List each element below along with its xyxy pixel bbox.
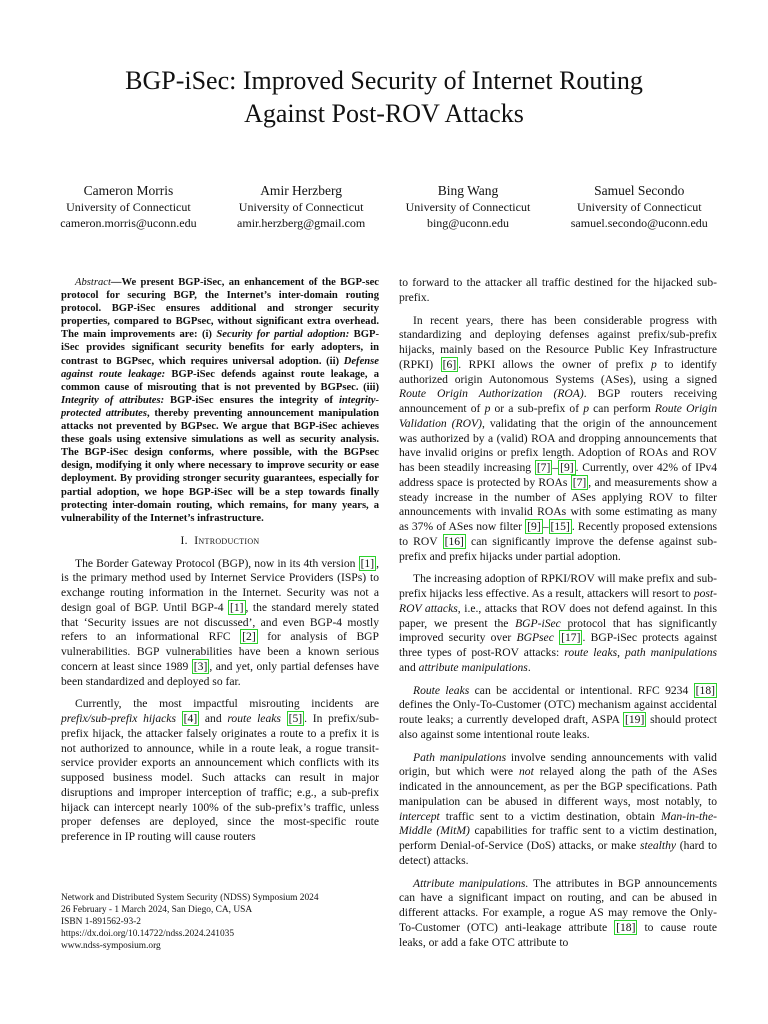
text: can be accidental or intentional. RFC 9234 — [469, 683, 694, 697]
text: to identify authorized origin Autonomous Systems (ASes), using a signed — [399, 357, 717, 386]
abstract-text: BGP-iSec defends against route leakage, a common cause of misrouting that is not prevented by BGPsec. (iii) — [61, 368, 380, 393]
citation-link[interactable]: [7] — [536, 461, 551, 474]
text: relayed along the path of the ASes indicated in the announcement, as per the BGP specifications. Path manipulation can be abused in different ways, most notably, to — [399, 765, 718, 808]
footer-note — [61, 892, 379, 952]
paragraph — [61, 697, 379, 845]
paper-title — [0, 64, 768, 130]
text: , and yet, only partial defenses have been standardized and deployed so far. — [61, 659, 379, 688]
author-block — [406, 182, 531, 231]
math-var: p — [484, 402, 491, 415]
abstract-text: BGP-iSec ensures the integrity of — [164, 394, 339, 406]
emphasis: Path manipulations — [413, 750, 507, 764]
paragraph — [399, 314, 717, 565]
abstract-label: Abstract — [75, 277, 111, 288]
citation-link[interactable]: [5] — [288, 712, 303, 726]
text: can perform — [589, 402, 655, 415]
citation-link[interactable]: [9] — [560, 461, 574, 474]
text: The increasing adoption of RPKI/ROV will make prefix and sub-prefix hijacks less effective. As a result, attackers will resort to — [399, 572, 717, 600]
citation-link[interactable]: [9] — [527, 520, 541, 533]
text: The attributes in BGP announcements can have a significant impact on routing, and can be abused in different attacks. For example, a rogue AS may remove the Only-To-Customer (OTC) anti-leakage attribute — [399, 876, 717, 934]
emphasis: attribute manipulations — [418, 660, 528, 674]
footer-line[interactable]: www.ndss-symposium.org — [61, 941, 161, 951]
text: , is the primary method used by Internet Service Providers (ISPs) to exchange routing information in the Internet. Security was not a design goal of BGP. Until BGP-4 — [61, 556, 379, 614]
emphasis: BGPsec — [516, 631, 554, 645]
emphasis: BGP-iSec — [515, 616, 561, 630]
abstract-emphasis: Defense against route leakage: — [61, 355, 379, 380]
text: or a sub-prefix of — [490, 402, 584, 415]
text: (hard to detect) attacks. — [399, 839, 717, 867]
author-name: Cameron Morris — [83, 183, 174, 198]
citation-link[interactable]: [1] — [229, 600, 244, 614]
text: . BGP-iSec protects against three types of post-ROV attacks: — [399, 631, 718, 659]
emphasis: Route Origin Validation (ROV) — [399, 402, 718, 430]
text: , the standard merely stated that ‘Security issues are not discussed’, and even BGP-4 mostly refers to an informational RFC — [61, 600, 379, 644]
section-title: Introduction — [194, 533, 260, 547]
paragraph — [399, 276, 717, 306]
author-email: samuel.secondo@uconn.edu — [570, 216, 708, 230]
author-block — [571, 182, 708, 231]
author-affiliation: University of Connecticut — [405, 200, 531, 214]
text: In recent years, there has been considerable progress with standardizing and deploying defenses against prefix/sub-prefix hijacks, mainly based on the Resource Public Key Infrastructure (RPKI) — [399, 313, 717, 371]
footer-line: 26 February - 1 March 2024, San Diego, CA, USA — [61, 905, 253, 915]
text: defines the Only-To-Customer (OTC) mechanism against accidental route leaks; a currently developed draft, ASPA — [399, 698, 717, 726]
emphasis: not — [519, 765, 534, 779]
text: capabilities for traffic sent to a victim destination, perform Denial-of-Service (DoS) attacks, or make — [399, 824, 717, 852]
title-line-1: BGP-iSec: Improved Security of Internet Routing — [125, 66, 643, 95]
text: and — [199, 712, 228, 726]
text: The Border Gateway Protocol (BGP), now in its 4th version — [75, 556, 359, 570]
author-name: Samuel Secondo — [594, 183, 685, 198]
abstract-emphasis: Integrity of attributes: — [61, 394, 165, 406]
footer-line: Network and Distributed System Security (NDSS) Symposium 2024 — [61, 893, 319, 903]
abstract-text: We present BGP-iSec, an enhancement of the BGP-sec protocol for securing BGP, the Internet’s inter-domain routing protocol. BGP-iSec ensures additional and stronger security properties, compared to BGPsec, without significant extra overhead. The main improvements are: (i) — [61, 277, 379, 341]
citation-link[interactable]: [3] — [193, 659, 208, 673]
author-block — [60, 182, 196, 231]
text: should protect also against some intentional route leaks. — [399, 713, 718, 741]
paragraph — [399, 877, 717, 951]
text: . Recently proposed extensions to ROV — [399, 520, 718, 548]
citation-link[interactable]: [16] — [444, 534, 464, 548]
author-affiliation: University of Connecticut — [238, 200, 364, 214]
footer-line[interactable]: https://dx.doi.org/10.14722/ndss.2024.241035 — [61, 929, 235, 939]
section-heading — [61, 534, 379, 549]
text: . RPKI allows the owner of prefix — [458, 357, 652, 371]
text: to forward to the attacker all traffic destined for the hijacked sub-prefix. — [399, 276, 717, 304]
paragraph — [61, 557, 379, 690]
emphasis: Man-in-the-Middle (MitM) — [399, 809, 717, 838]
emphasis: Route leaks — [413, 683, 470, 697]
emphasis: intercept — [399, 809, 440, 823]
citation-link[interactable]: [18] — [695, 683, 715, 697]
abstract-text: , thereby preventing announcement manipulation attacks not prevented by BGPsec. We argue that BGP-iSec achieves these goals using extensive simulations as well as security analysis. The BGP-iSec design conforms, where possible, with the BGPsec design, modifying it only where necessary to improve security or ease deployment. By providing stronger security guarantees, especially for partial adoption, we hope BGP-iSec will be a step towards finally protecting inter-domain routing, which remains, for many years, a vulnerability of the Internet’s infrastructure. — [61, 407, 379, 524]
text: involve sending announcements with valid origin, but which were — [399, 750, 717, 779]
author-name: Amir Herzberg — [260, 183, 343, 198]
math-var: p — [651, 357, 657, 371]
title-line-2: Against Post-ROV Attacks — [244, 99, 524, 128]
author-email: bing@uconn.edu — [426, 216, 509, 230]
emphasis: route leaks — [564, 646, 618, 659]
section-number: I. — [180, 533, 188, 547]
emphasis: route leaks — [227, 712, 281, 726]
author-email: cameron.morris@uconn.edu — [60, 216, 197, 230]
emphasis: Attribute manipulations. — [413, 876, 529, 890]
text: . BGP routers receiving announcement of — [399, 387, 717, 415]
text: , i.e., attacks that ROV does not defend against. In this paper, we present the — [399, 601, 717, 630]
citation-link[interactable]: [17] — [561, 631, 581, 645]
text: and — [399, 660, 419, 674]
citation-link[interactable]: [2] — [242, 630, 256, 644]
citation-link[interactable]: [15] — [550, 520, 570, 533]
abstract-dash: — — [110, 277, 122, 288]
author-list — [40, 182, 728, 231]
text: to cause route leaks, or add a fake OTC attribute to — [399, 920, 718, 949]
author-name: Bing Wang — [437, 183, 499, 198]
text: , and measurements show a steady increase in the number of ASes applying ROV to filter announcements with invalid ROAs with some estimating as many as 37% of ASes now filter — [399, 475, 717, 533]
abstract-text: BGP-iSec provides significant security benefits for early adopters, in contrast to BGPsec, which requires universal adoption. (ii) — [61, 329, 379, 367]
citation-link[interactable]: [18] — [616, 920, 636, 934]
text: . Currently, over 42% of IPv4 address space is protected by ROAs — [399, 461, 718, 489]
citation-link[interactable]: [6] — [442, 357, 457, 371]
abstract — [61, 276, 379, 525]
math-var: p — [583, 402, 590, 415]
right-column — [399, 276, 717, 950]
emphasis: Route Origin Authorization (ROA) — [399, 387, 584, 401]
text: . In prefix/sub-prefix hijack, the attacker falsely originates a route to a prefix it is not authorized to announce, while in a route leak, a rogue transit-service provider exports an announcement which conflicts with its supposed business model. Such attacks can result in major disruptions and improper interception of traffic; e.g., a sub-prefix hijack can intercept nearly 100% of the sub-prefix’s traffic, unless proper defenses are deployed, since the most-specific route preference in IP routing will cause routers — [61, 712, 379, 844]
author-affiliation: University of Connecticut — [576, 200, 702, 214]
paragraph — [399, 684, 717, 743]
text: – — [542, 520, 549, 533]
text: , validating that the origin of the announcement was authorized by a (valid) ROA and dropping announcements that have invalid origins or prefix length. Adoption of ROAs and ROV has been steadily increasing — [399, 416, 717, 474]
text: Currently, the most impactful misrouting incidents are — [75, 697, 379, 711]
paragraph — [399, 572, 717, 675]
text: protocol that has significantly improved security over — [399, 616, 717, 645]
left-column — [61, 276, 379, 845]
paragraph — [399, 751, 717, 869]
citation-link[interactable]: [19] — [625, 713, 645, 726]
citation-link[interactable]: [1] — [360, 556, 375, 570]
text: can significantly improve the defense against sub-prefix and prefix hijacks under partial adoption. — [399, 534, 717, 563]
footer-line: ISBN 1-891562-93-2 — [61, 917, 141, 927]
emphasis: stealthy — [639, 839, 677, 852]
abstract-emphasis: Security for partial adoption: — [216, 329, 350, 341]
citation-link[interactable]: [7] — [572, 475, 587, 489]
text: for analysis of BGP vulnerabilities. BGP vulnerabilities have been a known serious concern at least since 1989 — [61, 630, 379, 673]
abstract-emphasis: integrity-protected attributes — [61, 394, 379, 419]
author-affiliation: University of Connecticut — [66, 200, 191, 214]
emphasis: prefix/sub-prefix hijacks — [61, 712, 176, 726]
author-block — [237, 182, 365, 231]
emphasis: post-ROV attacks — [399, 587, 717, 615]
text: – — [552, 461, 559, 474]
citation-link[interactable]: [4] — [183, 712, 198, 726]
author-email: amir.herzberg@gmail.com — [237, 216, 366, 230]
text: traffic sent to a victim destination, obtain — [439, 809, 661, 823]
emphasis: path manipulations — [625, 646, 718, 659]
text: , — [617, 646, 626, 659]
text: . — [527, 660, 531, 674]
